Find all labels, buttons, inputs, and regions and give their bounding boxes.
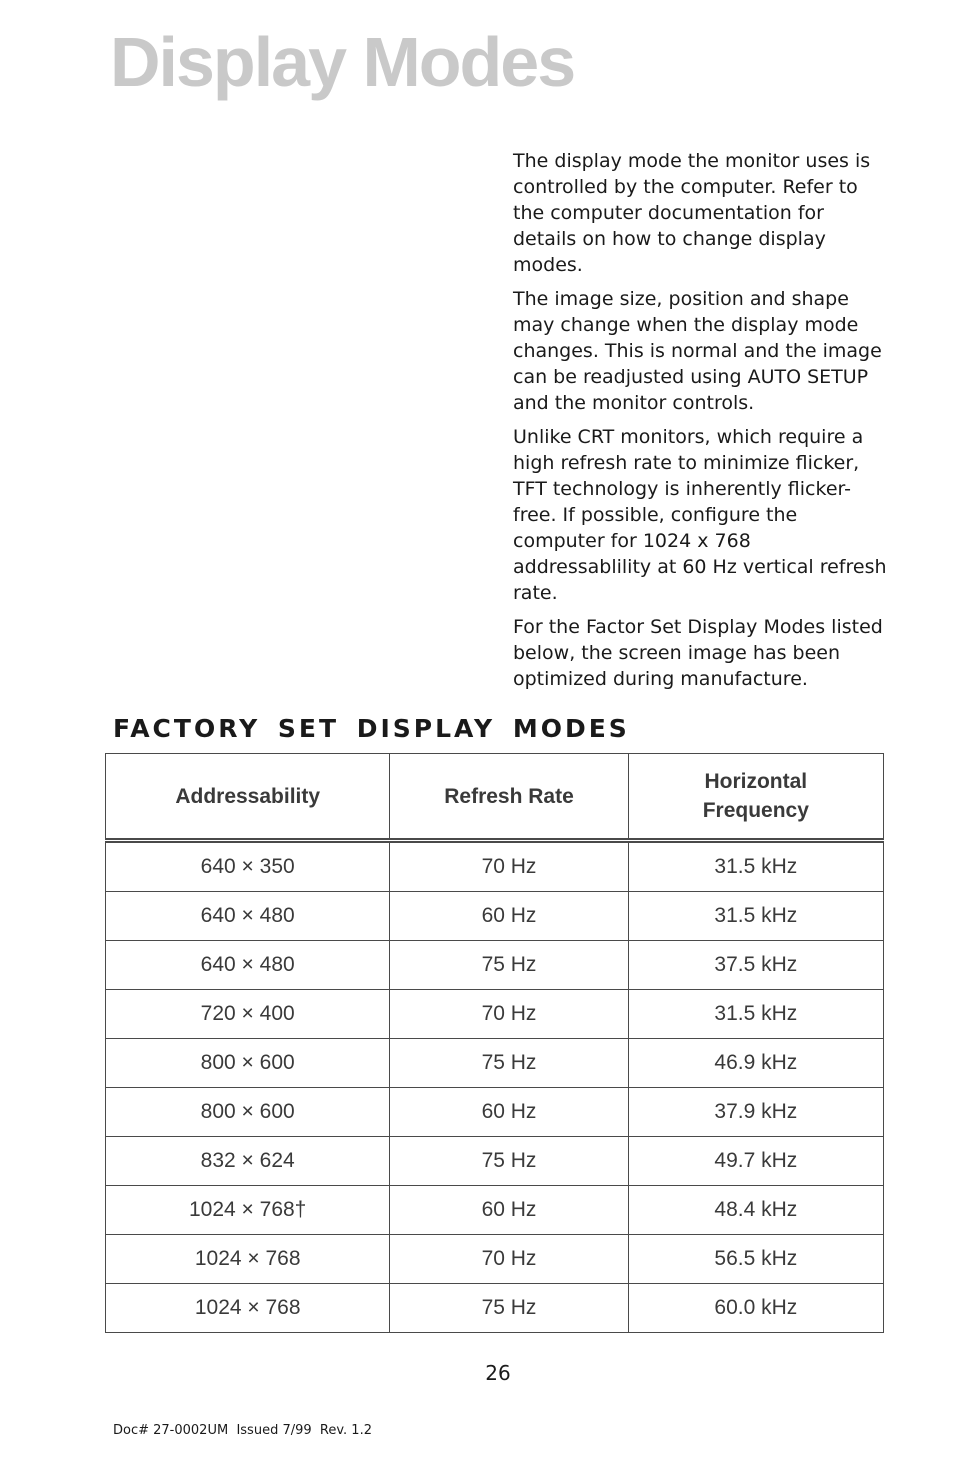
cell-refresh-rate: 70 Hz <box>390 1235 628 1284</box>
cell-horizontal-frequency: 48.4 kHz <box>628 1186 883 1235</box>
intro-paragraph: The display mode the monitor uses is controlled by the computer. Refer to the computer documentation for details on how to change display modes. <box>513 150 871 276</box>
cell-refresh-rate: 70 Hz <box>390 841 628 892</box>
cell-horizontal-frequency: 31.5 kHz <box>628 990 883 1039</box>
intro-text <box>513 148 893 700</box>
cell-horizontal-frequency: 49.7 kHz <box>628 1137 883 1186</box>
intro-paragraph: Unlike CRT monitors, which require a high refresh rate to minimize flicker, TFT technology is inherently flicker-free. If possible, configure the computer for 1024 x 768 addressablility at 60 Hz vertical refresh rate. <box>513 426 887 604</box>
cell-addressability: 640 × 480 <box>106 941 390 990</box>
cell-horizontal-frequency: 46.9 kHz <box>628 1039 883 1088</box>
cell-horizontal-frequency: 31.5 kHz <box>628 841 883 892</box>
intro-paragraph: For the Factor Set Display Modes listed below, the screen image has been optimized during manufacture. <box>513 616 883 690</box>
header-addressability: Addressability <box>106 754 390 841</box>
cell-refresh-rate: 75 Hz <box>390 1137 628 1186</box>
cell-addressability: 640 × 350 <box>106 841 390 892</box>
cell-addressability: 832 × 624 <box>106 1137 390 1186</box>
cell-refresh-rate: 60 Hz <box>390 1088 628 1137</box>
cell-refresh-rate: 75 Hz <box>390 941 628 990</box>
cell-addressability: 1024 × 768 <box>106 1284 390 1333</box>
cell-horizontal-frequency: 56.5 kHz <box>628 1235 883 1284</box>
cell-horizontal-frequency: 31.5 kHz <box>628 892 883 941</box>
cell-horizontal-frequency: 37.9 kHz <box>628 1088 883 1137</box>
cell-addressability: 1024 × 768 <box>106 1235 390 1284</box>
table-row <box>106 1088 884 1137</box>
table-header-row <box>106 754 884 841</box>
table-row <box>106 1039 884 1088</box>
doc-footer: Doc# 27-0002UM Issued 7/99 Rev. 1.2 <box>113 1423 372 1438</box>
cell-refresh-rate: 75 Hz <box>390 1284 628 1333</box>
table-row <box>106 1235 884 1284</box>
header-refresh-rate: Refresh Rate <box>390 754 628 841</box>
intro-paragraph: The image size, position and shape may change when the display mode changes. This is normal and the image can be readjusted using AUTO SETUP and the monitor controls. <box>513 288 882 414</box>
cell-refresh-rate: 70 Hz <box>390 990 628 1039</box>
page-title: Display Modes <box>110 23 575 101</box>
table-row <box>106 1284 884 1333</box>
table-row <box>106 1137 884 1186</box>
page-number: 26 <box>485 1361 511 1385</box>
cell-horizontal-frequency: 60.0 kHz <box>628 1284 883 1333</box>
cell-refresh-rate: 60 Hz <box>390 1186 628 1235</box>
cell-addressability: 640 × 480 <box>106 892 390 941</box>
section-heading: FACTORY SET DISPLAY MODES <box>113 714 630 743</box>
cell-addressability: 800 × 600 <box>106 1039 390 1088</box>
cell-addressability: 1024 × 768† <box>106 1186 390 1235</box>
cell-refresh-rate: 75 Hz <box>390 1039 628 1088</box>
table-row <box>106 941 884 990</box>
cell-addressability: 720 × 400 <box>106 990 390 1039</box>
table-row <box>106 841 884 892</box>
display-modes-table <box>105 753 884 1333</box>
cell-addressability: 800 × 600 <box>106 1088 390 1137</box>
header-horizontal-frequency <box>628 754 883 841</box>
table-row <box>106 892 884 941</box>
cell-refresh-rate: 60 Hz <box>390 892 628 941</box>
header-horizontal-frequency-line1: Horizontal <box>704 770 808 793</box>
cell-horizontal-frequency: 37.5 kHz <box>628 941 883 990</box>
table-row <box>106 1186 884 1235</box>
header-horizontal-frequency-line2: Frequency <box>702 799 809 822</box>
table-row <box>106 990 884 1039</box>
